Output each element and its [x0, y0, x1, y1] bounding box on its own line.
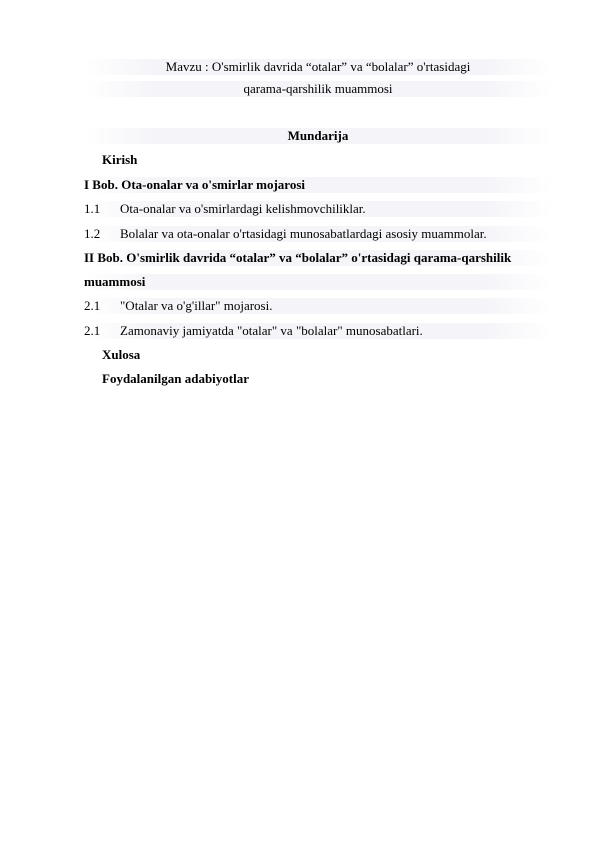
- toc-heading: Mundarija: [84, 128, 552, 144]
- toc-item-number: 2.1: [84, 323, 101, 338]
- title-line-2: qarama-qarshilik muammosi: [84, 81, 552, 97]
- toc-item-text: "Otalar va o'g'illar" mojarosi.: [120, 298, 273, 313]
- toc-item: [84, 323, 552, 339]
- toc-chapter-2-title-line-2: muammosi: [84, 274, 552, 290]
- toc-conclusion: Xulosa: [102, 347, 141, 362]
- toc-item-text: Bolalar va ota-onalar o'rtasidagi munosabatlardagi asosiy muammolar.: [120, 226, 487, 241]
- toc-item-number: 1.2: [84, 226, 101, 241]
- toc-intro: Kirish: [102, 152, 138, 167]
- toc-item-text: Ota-onalar va o'smirlardagi kelishmovchiliklar.: [120, 201, 366, 216]
- toc-item-text: Zamonaviy jamiyatda "otalar" va "bolalar" munosabatlari.: [120, 323, 423, 338]
- toc-item-number: 1.1: [84, 201, 101, 216]
- toc-chapter-1-title: I Bob. Ota-onalar va o'smirlar mojarosi: [84, 177, 552, 193]
- title-line-1: Mavzu : O'smirlik davrida “otalar” va “bolalar” o'rtasidagi: [84, 59, 552, 75]
- toc-item-number: 2.1: [84, 298, 101, 313]
- toc-item: [84, 298, 552, 314]
- toc-item: [84, 201, 552, 217]
- toc-item: [84, 226, 552, 242]
- toc-references: Foydalanilgan adabiyotlar: [102, 371, 249, 386]
- toc-chapter-2-title-line-1: II Bob. O'smirlik davrida “otalar” va “bolalar” o'rtasidagi qarama-qarshilik: [84, 250, 552, 266]
